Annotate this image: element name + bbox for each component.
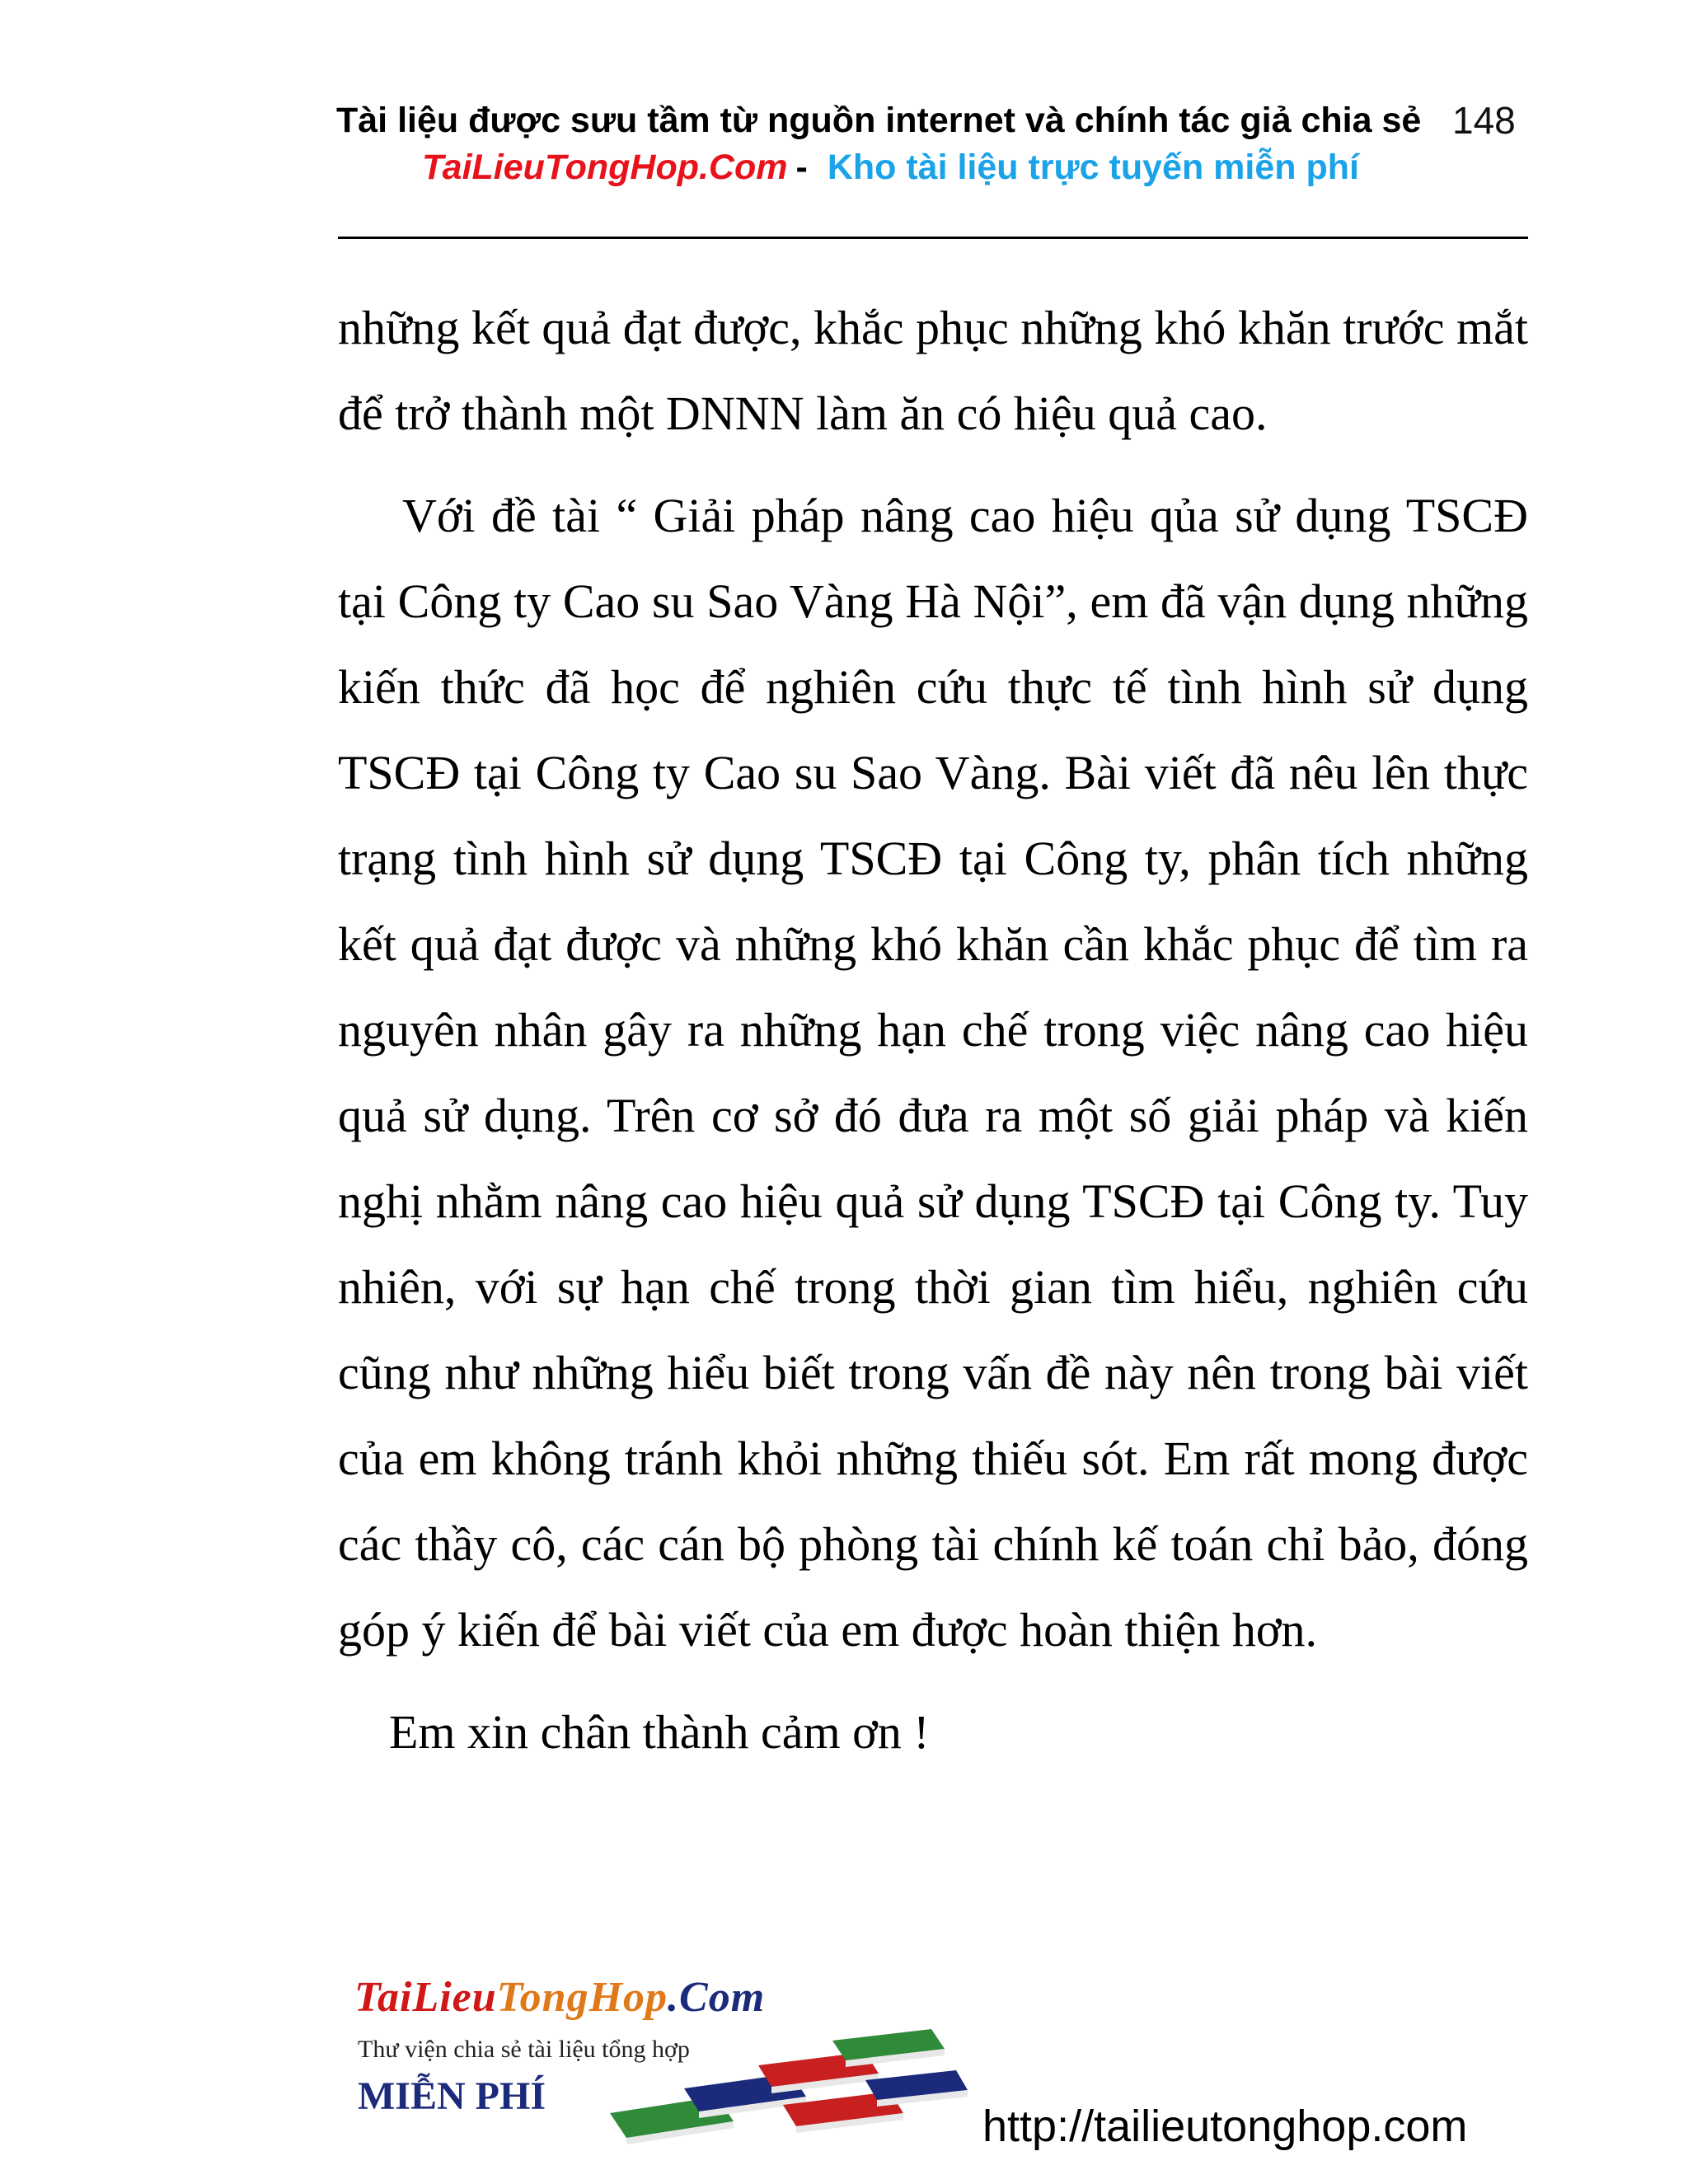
page-number: 148 [1452,99,1516,142]
books-stack-icon [593,2022,973,2146]
footer-url-link[interactable]: http://tailieutonghop.com [982,2102,1468,2151]
book-icon [865,2070,968,2107]
logo-title-part2: TongHop [496,1974,668,2021]
closing-thanks: Em xin chân thành cảm ơn ! [389,1705,930,1759]
header-site-line [422,144,1493,190]
paragraph-2: Với đề tài “ Giải pháp nâng cao hiệu qủa sử dụng TSCĐ tại Công ty Cao su Sao Vàng Hà Nội”, em đã vận dụng những kiến thức đã học để nghiên cứu thực tế tình hình sử dụng TSCĐ tại Công ty Cao su Sao Vàng. Bài viết đã nêu lên thực trạng tình hình sử dụng TSCĐ tại Công ty, phân tích những kết quả đạt được và những khó khăn cần khắc phục để tìm ra nguyên nhân gây ra những hạn chế trong việc nâng cao hiệu quả sử dụng. Trên cơ sở đó đưa ra một số giải pháp và kiến nghị nhằm nâng cao hiệu quả sử dụng TSCĐ tại Công ty. Tuy nhiên, với sự hạn chế trong thời gian tìm hiểu, nghiên cứu cũng như những hiểu biết trong vấn đề này nên trong bài viết của em không tránh khỏi những thiếu sót. Em rất mong được các thầy cô, các cán bộ phòng tài chính kế toán chỉ bảo, đóng góp ý kiến để bài viết của em được hoàn thiện hơn. [338,489,1528,1657]
header-separator: - [795,148,808,187]
logo-subtitle: Thư viện chia sẻ tài liệu tổng hợp [358,2036,690,2063]
document-body [338,285,1528,1775]
logo-title-part1: TaiLieu [354,1974,497,2021]
book-icon [832,2029,945,2067]
footer-logo[interactable] [346,1965,973,2146]
header-tagline: Kho tài liệu trực tuyến miễn phí [827,148,1359,187]
header-source-note: Tài liệu được sưu tầm từ nguồn internet và chính tác giả chia sẻ [336,101,1422,140]
header-site-name[interactable]: TaiLieuTongHop.Com [422,148,788,187]
header-divider [338,237,1528,239]
paragraph-1: những kết quả đạt được, khắc phục những khó khăn trước mắt để trở thành một DNNN làm ăn có hiệu quả cao. [338,301,1528,440]
logo-title [354,1973,765,2022]
logo-free-label: MIỄN PHÍ [358,2074,546,2118]
logo-title-part3: .Com [668,1974,766,2021]
